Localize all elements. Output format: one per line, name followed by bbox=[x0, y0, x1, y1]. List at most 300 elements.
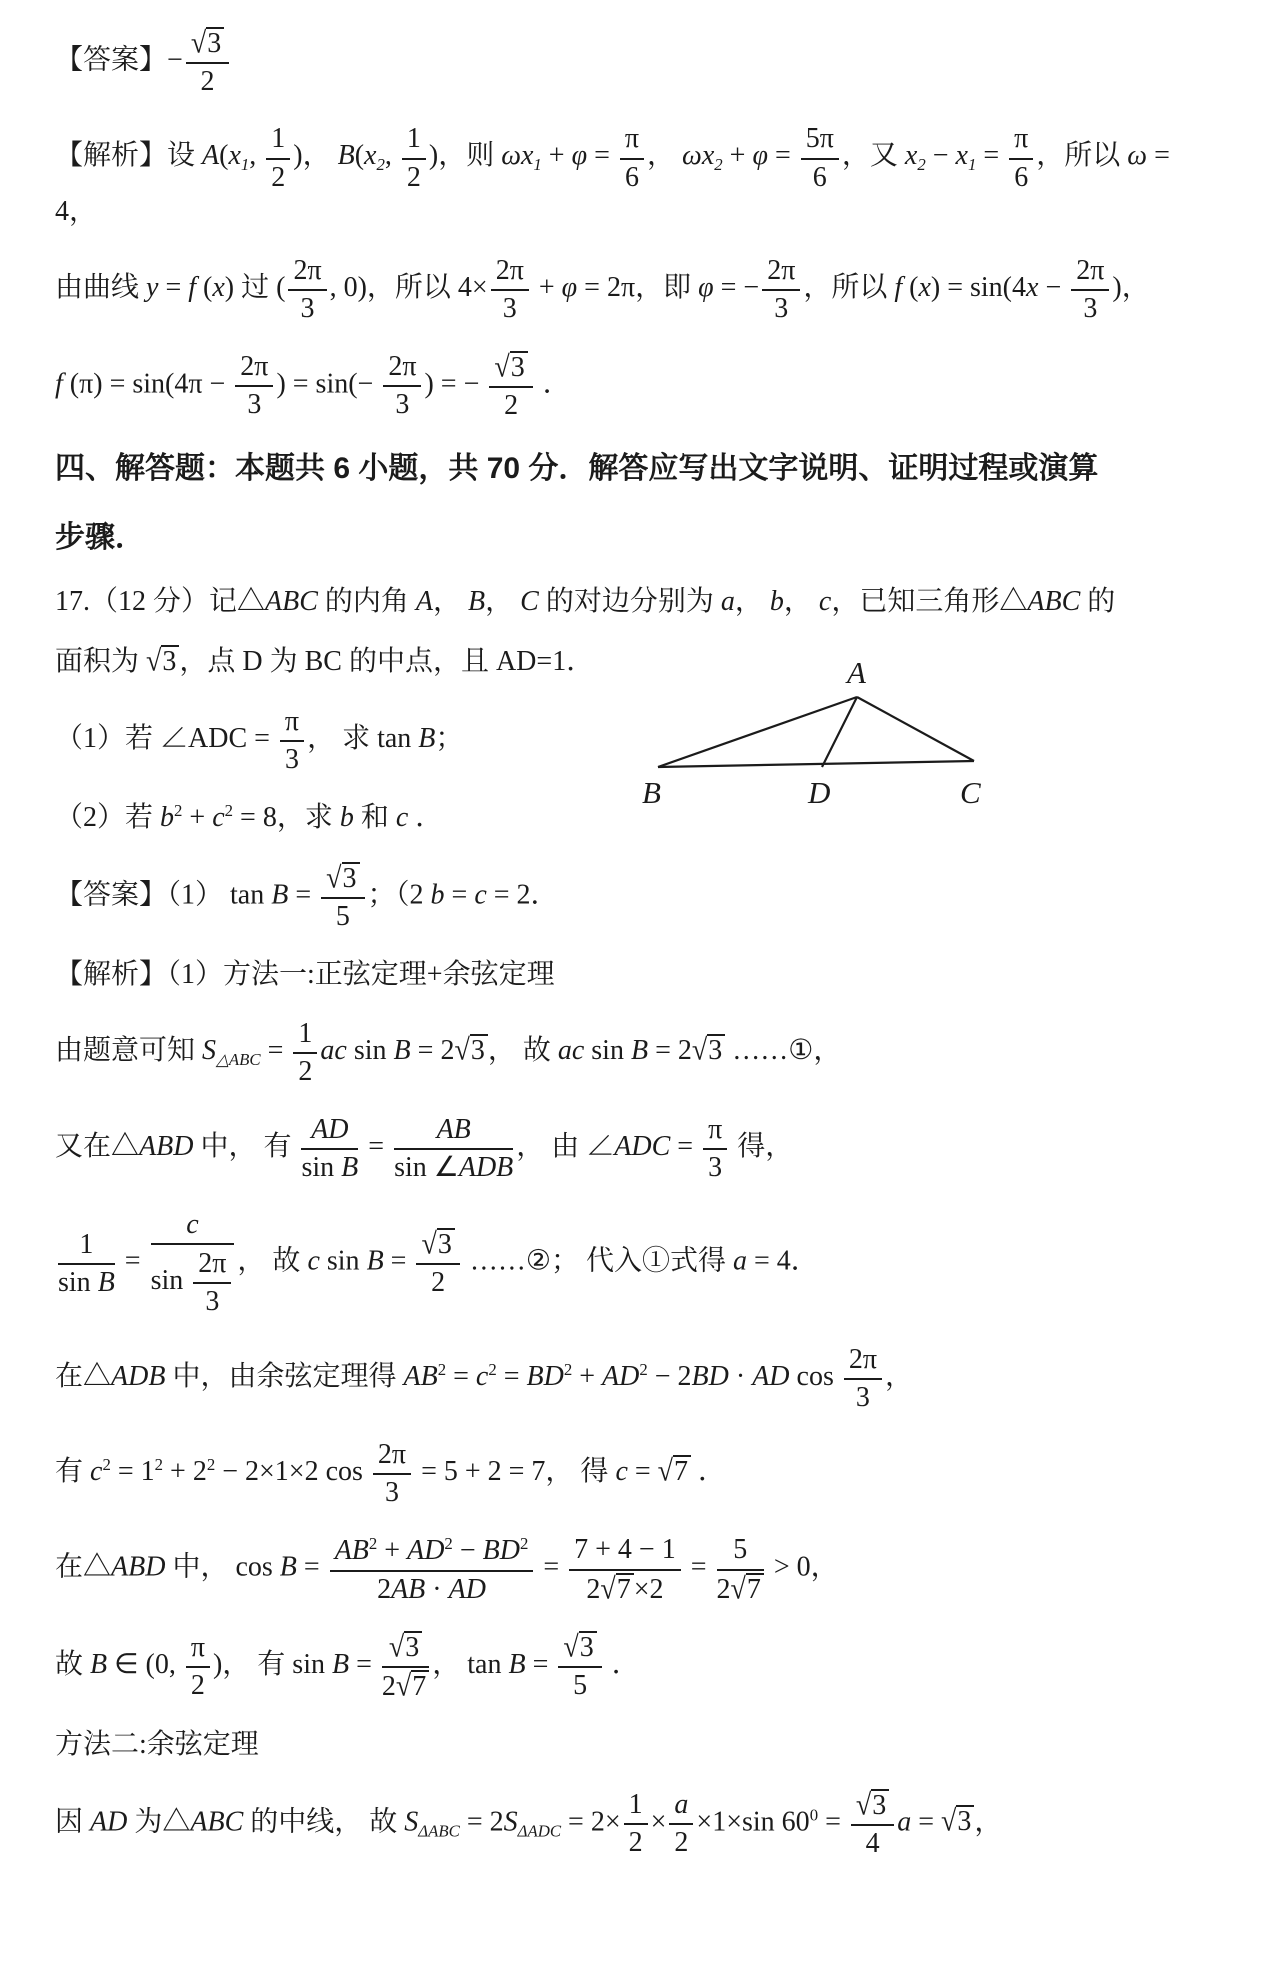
denominator bbox=[301, 1150, 358, 1184]
math-var: b bbox=[160, 802, 175, 834]
math-text: 2π bbox=[240, 351, 269, 383]
math-text: ，已知三角形△ bbox=[831, 585, 1028, 617]
math-text: (π) = sin(4π − bbox=[62, 368, 233, 400]
math-var: f bbox=[894, 272, 903, 304]
fraction bbox=[151, 1208, 235, 1319]
square-root bbox=[326, 862, 359, 893]
math-text: )， 有 sin bbox=[212, 1648, 332, 1680]
numerator bbox=[558, 1630, 601, 1668]
math-text: 为△ bbox=[127, 1806, 191, 1838]
math-var: c bbox=[615, 1456, 628, 1488]
fraction bbox=[293, 1017, 317, 1088]
math-var: BD bbox=[482, 1535, 520, 1567]
vertex-label-a: A bbox=[847, 655, 866, 690]
math-var: x bbox=[364, 140, 377, 172]
math-text: 2 bbox=[190, 1669, 205, 1701]
math-text: 1 bbox=[628, 1789, 643, 1821]
math-text: sin bbox=[301, 1151, 342, 1183]
numerator bbox=[382, 1630, 429, 1668]
analysis-q16-line1 bbox=[55, 122, 1210, 230]
math-var: B bbox=[90, 1648, 108, 1680]
radicand bbox=[673, 1455, 691, 1486]
math-var: B bbox=[418, 722, 436, 754]
square-root bbox=[691, 1034, 725, 1068]
math-text: ． bbox=[408, 802, 444, 834]
math-text: + bbox=[531, 272, 562, 304]
math-text: π bbox=[624, 123, 640, 155]
math-var: c bbox=[474, 879, 487, 911]
fraction bbox=[669, 1788, 693, 1859]
math-var: c bbox=[212, 802, 225, 834]
fraction bbox=[402, 122, 426, 193]
math-text: 的内角 bbox=[317, 585, 416, 617]
denominator bbox=[1071, 291, 1109, 325]
math-var: B bbox=[366, 1245, 384, 1277]
math-var: b bbox=[769, 585, 784, 617]
superscript: 0 bbox=[809, 1805, 819, 1825]
superscript: 2 bbox=[206, 1455, 216, 1474]
numerator bbox=[330, 1533, 534, 1571]
square-root bbox=[388, 1630, 422, 1665]
numerator bbox=[844, 1343, 882, 1380]
triangle-edge-ac bbox=[857, 697, 974, 761]
fraction bbox=[569, 1533, 681, 1605]
math-text: π bbox=[1014, 123, 1029, 155]
numerator bbox=[762, 254, 800, 291]
subscript: ΔADC bbox=[517, 1821, 562, 1841]
analysis-q17-line2 bbox=[55, 1113, 1210, 1184]
math-text: ×2 bbox=[633, 1573, 664, 1605]
numerator bbox=[489, 350, 532, 388]
math-text: 3 bbox=[395, 389, 410, 421]
math-text: 2 bbox=[431, 1267, 446, 1299]
numerator bbox=[321, 861, 364, 899]
math-var: φ bbox=[571, 140, 588, 172]
math-text: = 4， bbox=[55, 140, 1170, 227]
math-var: ABC bbox=[265, 585, 318, 617]
math-text: 5 bbox=[733, 1534, 748, 1566]
math-text: 1 bbox=[271, 123, 286, 155]
numerator bbox=[703, 1113, 727, 1150]
math-text: sin bbox=[584, 1035, 631, 1067]
math-text: 7 bbox=[616, 1573, 631, 1605]
math-text: 在△ bbox=[55, 1552, 112, 1583]
denominator bbox=[394, 1150, 513, 1184]
math-text: − bbox=[452, 1535, 483, 1567]
math-text: 故 bbox=[55, 1648, 91, 1680]
superscript: 2 bbox=[444, 1534, 453, 1554]
math-var: c bbox=[186, 1209, 199, 1241]
numerator bbox=[394, 1113, 513, 1150]
math-text: 【答案】 bbox=[55, 44, 168, 76]
math-text: （2）若 bbox=[55, 802, 161, 834]
superscript: 2 bbox=[519, 1534, 529, 1554]
math-text: = 2× bbox=[561, 1806, 621, 1838]
fraction bbox=[288, 254, 326, 325]
subscript: 2 bbox=[917, 155, 926, 175]
math-text: 方法二:余弦定理 bbox=[55, 1729, 259, 1761]
math-text: 中， cos bbox=[165, 1552, 280, 1583]
math-text: · bbox=[728, 1360, 753, 1392]
problem-17-line1 bbox=[55, 584, 1210, 620]
square-root bbox=[421, 1227, 454, 1262]
math-text: = bbox=[260, 1035, 291, 1067]
denominator bbox=[280, 742, 304, 776]
math-text: = bbox=[670, 1130, 701, 1162]
math-text: ……②； 代入①式得 bbox=[462, 1245, 733, 1277]
math-text: 2 bbox=[381, 1670, 396, 1702]
math-text: 7 bbox=[746, 1573, 761, 1605]
math-text: 【解析】设 bbox=[55, 140, 203, 172]
radical-sign-icon: √ bbox=[395, 1669, 412, 1704]
numerator bbox=[373, 1438, 411, 1475]
denominator bbox=[193, 1284, 231, 1318]
math-text: 2 bbox=[586, 1573, 601, 1605]
math-text: cos bbox=[789, 1360, 841, 1392]
math-var: x bbox=[212, 272, 225, 304]
math-var: B bbox=[271, 879, 289, 911]
math-text: + bbox=[572, 1360, 603, 1392]
fraction bbox=[703, 1113, 727, 1184]
fraction bbox=[280, 705, 304, 776]
math-var: AD bbox=[752, 1360, 790, 1392]
math-text: ； bbox=[435, 722, 464, 754]
analysis-q17-method2 bbox=[55, 1727, 1210, 1763]
math-var: φ bbox=[752, 140, 768, 172]
math-text: = bbox=[383, 1245, 414, 1277]
radical-sign-icon: √ bbox=[494, 350, 510, 384]
math-text: 3 bbox=[470, 1035, 485, 1067]
math-var: B bbox=[508, 1648, 526, 1680]
math-text: , 0)，所以 4× bbox=[329, 272, 488, 304]
math-text: = bbox=[117, 1245, 148, 1277]
fraction bbox=[382, 1630, 429, 1703]
math-var: ADC bbox=[614, 1130, 671, 1162]
math-text: 2π bbox=[495, 255, 524, 287]
math-var: c bbox=[395, 802, 409, 834]
math-var: b bbox=[339, 802, 354, 834]
math-text: 面积为 bbox=[55, 646, 147, 678]
math-text: − bbox=[167, 44, 183, 76]
denominator bbox=[489, 388, 532, 422]
math-text: ，所以 bbox=[1036, 140, 1128, 172]
math-text: 中，由余弦定理得 bbox=[165, 1360, 404, 1392]
math-text: 2 bbox=[504, 389, 519, 421]
math-var: BD bbox=[691, 1360, 729, 1392]
math-var: f bbox=[55, 368, 63, 400]
math-text: ×1×sin 60 bbox=[696, 1806, 810, 1838]
fraction bbox=[416, 1227, 459, 1299]
math-text: ． bbox=[691, 1456, 727, 1488]
math-text: 3 bbox=[502, 293, 517, 325]
radical-sign-icon: √ bbox=[421, 1227, 437, 1262]
math-text: sin bbox=[58, 1266, 98, 1298]
math-text: )， bbox=[293, 140, 338, 172]
vertex-label-b: B bbox=[642, 775, 661, 810]
math-text: = bbox=[683, 1552, 714, 1583]
analysis-q17-line5 bbox=[55, 1438, 1210, 1509]
numerator bbox=[717, 1533, 764, 1570]
analysis-q17-line8 bbox=[55, 1788, 1210, 1860]
subscript: △ABC bbox=[216, 1050, 261, 1070]
numerator bbox=[301, 1113, 358, 1150]
analysis-q16-line3 bbox=[55, 350, 1210, 422]
math-text: − 2 bbox=[647, 1360, 692, 1392]
radical-sign-icon: √ bbox=[454, 1034, 470, 1068]
math-var: ωx bbox=[682, 140, 715, 172]
numerator bbox=[624, 1788, 648, 1825]
numerator bbox=[151, 1208, 235, 1245]
math-text: 1 bbox=[406, 123, 421, 155]
fraction bbox=[266, 122, 290, 193]
fraction bbox=[186, 26, 229, 98]
math-text: = bbox=[288, 879, 319, 911]
math-var: x bbox=[904, 140, 918, 172]
fraction bbox=[186, 1631, 210, 1702]
math-text: ． bbox=[604, 1648, 640, 1680]
radicand bbox=[707, 1034, 725, 1065]
math-text: 步骤． bbox=[55, 520, 145, 554]
math-text: 得， bbox=[730, 1130, 794, 1162]
subscript: ΔABC bbox=[418, 1821, 460, 1841]
math-var: ω bbox=[1127, 140, 1148, 172]
math-text: 3 bbox=[342, 862, 357, 894]
math-var: b bbox=[430, 879, 445, 911]
math-var: x bbox=[918, 272, 931, 304]
math-text: = 4． bbox=[746, 1245, 819, 1277]
fraction bbox=[235, 350, 273, 421]
fraction bbox=[383, 350, 421, 421]
subscript: 2 bbox=[714, 155, 723, 175]
numerator bbox=[801, 122, 839, 159]
math-text: 7 bbox=[412, 1670, 427, 1702]
math-text: + bbox=[377, 1535, 408, 1567]
numerator bbox=[266, 122, 290, 159]
fraction bbox=[491, 254, 529, 325]
radical-sign-icon: √ bbox=[941, 1804, 957, 1839]
math-text: = bbox=[536, 1552, 567, 1583]
math-text: ， bbox=[485, 585, 521, 617]
math-text: 由题意可知 bbox=[55, 1035, 203, 1067]
superscript: 2 bbox=[174, 801, 183, 821]
math-text: sin bbox=[346, 1035, 394, 1067]
math-text: 3 bbox=[708, 1035, 723, 1067]
denominator bbox=[569, 1571, 681, 1606]
vertex-label-d: D bbox=[808, 775, 831, 810]
math-text: , bbox=[384, 140, 399, 172]
radicand bbox=[437, 1228, 455, 1259]
math-var: ABC bbox=[1027, 585, 1081, 617]
fraction bbox=[1071, 254, 1109, 325]
radical-sign-icon: √ bbox=[691, 1034, 708, 1068]
math-var: B bbox=[393, 1035, 411, 1067]
analysis-q17-line4 bbox=[55, 1343, 1210, 1414]
math-text: 7 bbox=[674, 1456, 689, 1488]
denominator bbox=[186, 1668, 210, 1702]
math-var: φ bbox=[698, 272, 714, 304]
denominator bbox=[321, 899, 364, 933]
problem-17-part2 bbox=[55, 800, 1210, 836]
radical-sign-icon: √ bbox=[730, 1572, 746, 1606]
math-var: AB bbox=[403, 1360, 438, 1392]
math-text: ( bbox=[219, 140, 229, 172]
math-var: c bbox=[818, 585, 832, 617]
math-var: ABD bbox=[111, 1552, 166, 1583]
denominator bbox=[383, 387, 421, 421]
problem-17-part1 bbox=[55, 705, 1210, 776]
fraction bbox=[851, 1788, 894, 1860]
math-text: 有 bbox=[55, 1456, 91, 1488]
denominator bbox=[288, 291, 326, 325]
fraction bbox=[489, 350, 532, 422]
math-text: )， bbox=[1112, 272, 1150, 304]
math-var: a bbox=[732, 1245, 747, 1277]
radicand bbox=[871, 1789, 889, 1820]
denominator bbox=[186, 64, 229, 98]
math-var: φ bbox=[561, 272, 578, 304]
math-text: 2π bbox=[198, 1248, 227, 1280]
math-var: AD bbox=[90, 1806, 128, 1838]
square-root bbox=[657, 1454, 691, 1489]
math-var: x bbox=[1026, 272, 1039, 304]
math-text: + bbox=[541, 140, 572, 172]
section-header-line1 bbox=[55, 446, 1210, 491]
math-text: ∈ (0, bbox=[107, 1648, 183, 1680]
denominator bbox=[402, 160, 426, 194]
math-text: ) = − bbox=[424, 368, 487, 400]
math-text: 又在△ bbox=[55, 1130, 140, 1162]
denominator bbox=[762, 291, 800, 325]
math-text: 在△ bbox=[55, 1360, 112, 1392]
math-text: ， bbox=[783, 585, 819, 617]
math-text: = bbox=[525, 1648, 556, 1680]
square-root bbox=[454, 1034, 487, 1068]
math-text: ，点 D 为 BC 的中点，且 AD=1． bbox=[179, 646, 595, 678]
triangle-edge-bc bbox=[658, 761, 974, 767]
numerator bbox=[416, 1227, 459, 1265]
math-text: ( bbox=[902, 272, 919, 304]
fraction bbox=[301, 1113, 358, 1184]
math-text: sin bbox=[319, 1245, 367, 1277]
math-var: S bbox=[404, 1806, 419, 1838]
numerator bbox=[620, 122, 644, 159]
math-text: 3 bbox=[774, 293, 789, 325]
math-text: π bbox=[708, 1113, 723, 1145]
math-text: ，所以 bbox=[803, 272, 895, 304]
denominator bbox=[266, 160, 290, 194]
math-text: = bbox=[587, 140, 617, 172]
math-text: 3 bbox=[708, 1151, 723, 1183]
fraction bbox=[1009, 122, 1033, 193]
problem-17-line2 bbox=[55, 644, 1210, 680]
denominator bbox=[416, 1265, 459, 1299]
math-var: AD bbox=[407, 1535, 445, 1567]
math-var: c bbox=[90, 1456, 103, 1488]
numerator bbox=[383, 350, 421, 387]
math-text: = bbox=[911, 1806, 942, 1838]
math-text: ) = sin(− bbox=[276, 368, 381, 400]
answer-q16 bbox=[55, 26, 1210, 98]
math-text: 1 bbox=[79, 1228, 94, 1260]
math-text: 2 bbox=[200, 66, 215, 98]
fraction bbox=[620, 122, 644, 193]
fraction bbox=[373, 1438, 411, 1509]
denominator bbox=[851, 1826, 894, 1860]
math-text: 的对边分别为 bbox=[538, 585, 721, 617]
math-text: 2 bbox=[674, 1827, 689, 1859]
analysis-q17-line6 bbox=[55, 1533, 1210, 1605]
fraction bbox=[330, 1533, 534, 1605]
fraction bbox=[558, 1630, 601, 1702]
superscript: 2 bbox=[154, 1455, 164, 1474]
superscript: 2 bbox=[639, 1359, 648, 1379]
math-text: = bbox=[767, 140, 798, 172]
math-text: > 0， bbox=[766, 1552, 839, 1583]
radicand bbox=[616, 1573, 634, 1604]
math-text: 3 bbox=[957, 1806, 972, 1838]
analysis-q17-line3 bbox=[55, 1208, 1210, 1319]
radical-sign-icon: √ bbox=[563, 1631, 579, 1665]
math-var: AB bbox=[436, 1113, 471, 1145]
math-text: = 2π，即 bbox=[577, 272, 699, 304]
square-root bbox=[190, 26, 224, 61]
math-text: ， tan bbox=[432, 1648, 509, 1680]
math-text: − bbox=[1038, 272, 1069, 304]
math-text: = bbox=[446, 1360, 476, 1392]
math-var: ADB bbox=[111, 1360, 166, 1392]
triangle-figure bbox=[638, 655, 998, 825]
numerator bbox=[1071, 254, 1109, 291]
math-text: = bbox=[496, 1360, 527, 1392]
numerator bbox=[669, 1788, 693, 1825]
radicand bbox=[470, 1034, 488, 1065]
denominator bbox=[620, 160, 644, 194]
superscript: 2 bbox=[437, 1359, 447, 1379]
section-header-line2 bbox=[55, 515, 1210, 560]
fraction bbox=[801, 122, 839, 193]
superscript: 2 bbox=[102, 1455, 111, 1474]
numerator bbox=[402, 122, 426, 159]
math-text: 3 bbox=[247, 389, 262, 421]
math-text: ， 故 bbox=[237, 1245, 308, 1277]
fraction bbox=[193, 1247, 231, 1318]
math-text: 中， 有 bbox=[193, 1130, 299, 1162]
fraction bbox=[394, 1113, 513, 1184]
fraction bbox=[844, 1343, 882, 1414]
fraction bbox=[624, 1788, 648, 1859]
math-text: = bbox=[818, 1806, 848, 1838]
math-text: 2π bbox=[388, 351, 417, 383]
math-text: ；（2 bbox=[367, 879, 431, 911]
subscript: 1 bbox=[240, 155, 250, 175]
math-text: · bbox=[425, 1573, 449, 1605]
math-text: = 8，求 bbox=[233, 802, 340, 834]
math-var: BD bbox=[526, 1360, 564, 1392]
denominator bbox=[1009, 160, 1033, 194]
math-var: ac bbox=[557, 1035, 585, 1067]
denominator bbox=[801, 160, 839, 194]
math-text: 2 bbox=[271, 161, 286, 193]
math-text: − bbox=[925, 140, 956, 172]
subscript: 1 bbox=[967, 155, 977, 175]
numerator bbox=[193, 1247, 231, 1284]
math-text: = 1 bbox=[110, 1456, 155, 1488]
math-text: 3 bbox=[284, 743, 299, 775]
math-text: sin bbox=[150, 1265, 191, 1297]
square-root bbox=[600, 1573, 633, 1604]
math-text: 3 bbox=[207, 28, 222, 59]
math-text: ， bbox=[734, 585, 770, 617]
